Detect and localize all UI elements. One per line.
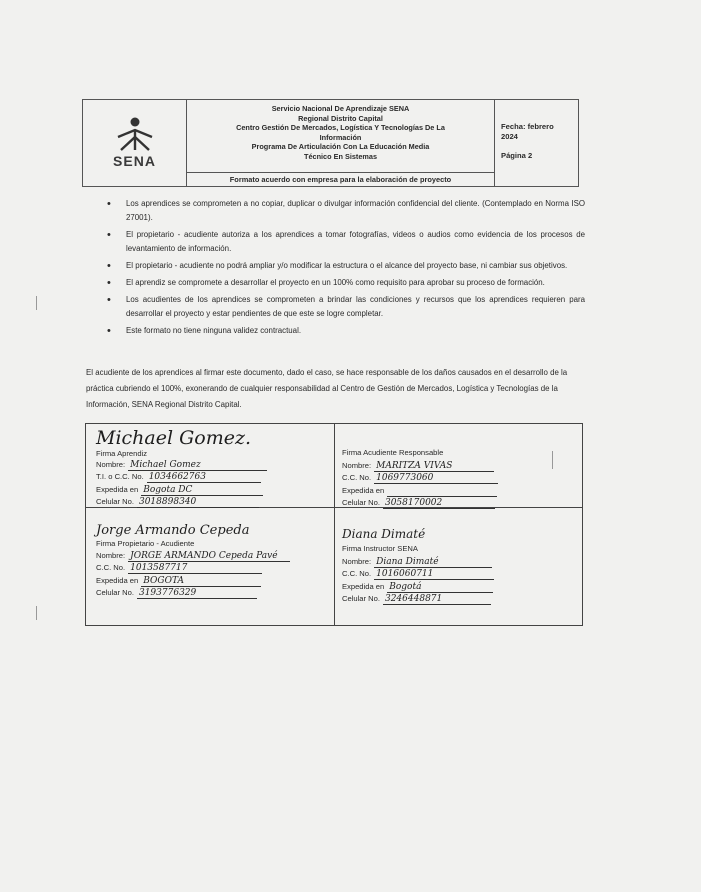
list-item: • Los acudientes de los aprendices se comprometen a brindar las condiciones y recursos que los aprendices requieren para desarrollar el proyecto y estar pendientes de que este se logre completar. bbox=[107, 293, 585, 321]
field-value: MARITZA VIVAS bbox=[374, 461, 494, 472]
sena-logo bbox=[83, 100, 187, 186]
title-line: Información bbox=[319, 132, 362, 142]
field-label: Nombre: bbox=[342, 556, 372, 566]
field-value: Bogota DC bbox=[141, 485, 263, 496]
fecha-year: 2024 bbox=[501, 131, 518, 141]
field-label: Celular No. bbox=[342, 498, 380, 507]
signature-aprendiz: Michael Gomez. bbox=[96, 427, 252, 449]
field-value: Diana Dimaté bbox=[374, 557, 492, 568]
title-line: Regional Distrito Capital bbox=[298, 113, 383, 123]
responsibility-paragraph: El acudiente de los aprendices al firmar este documento, dado el caso, se hace responsable de los daños causados en el desarrollo de la práctica cubriendo el 100%, exonerando de cualquier responsabilidad al Centro de Gestión de Mercados, Logística y Tecnologías de la Información, SENA Regional Distrito Capital. bbox=[86, 368, 568, 409]
field-label: Celular No. bbox=[96, 588, 134, 597]
field-value: Michael Gomez bbox=[128, 460, 267, 471]
field-heading: Firma Acudiente Responsable bbox=[342, 448, 444, 457]
signature-cell-propietario bbox=[96, 524, 290, 599]
field-heading: Firma Propietario - Acudiente bbox=[96, 539, 195, 548]
title-line: Centro Gestión De Mercados, Logística Y Tecnologías De La bbox=[236, 123, 445, 133]
signature-table bbox=[85, 423, 583, 626]
field-value: 1034662763 bbox=[147, 472, 261, 483]
field-label: Expedida en bbox=[342, 485, 385, 495]
list-item: • El propietario - acudiente no podrá ampliar y/o modificar la estructura o el alcance del proyecto base, ni cambiar sus objetivos. bbox=[107, 259, 585, 273]
field-value: 3193776329 bbox=[137, 588, 257, 599]
signature-cell-acudiente bbox=[342, 447, 498, 509]
format-title: Formato acuerdo con empresa para la elaboración de proyecto bbox=[187, 172, 494, 186]
field-value: 3018898340 bbox=[137, 497, 259, 508]
field-value: JORGE ARMANDO Cepeda Pavé bbox=[128, 551, 290, 562]
field-label: C.C. No. bbox=[96, 563, 126, 572]
page-number: Página 2 bbox=[501, 151, 533, 160]
list-item: • El propietario - acudiente autoriza a los aprendices a tomar fotografías, videos o audios como evidencia de los procesos de levantamiento de información. bbox=[107, 228, 585, 256]
field-value: Bogotá bbox=[387, 582, 493, 593]
field-heading: Firma Instructor SENA bbox=[342, 544, 418, 553]
sena-logo-icon bbox=[115, 117, 155, 151]
title-line: Técnico En Sistemas bbox=[304, 151, 377, 161]
field-label: Expedida en bbox=[96, 575, 139, 585]
logo-text: SENA bbox=[113, 153, 156, 169]
field-value: 3058170002 bbox=[383, 498, 495, 509]
list-item: • Los aprendices se comprometen a no copiar, duplicar o divulgar información confidencial del cliente. (Contemplado en Norma ISO 27001). bbox=[107, 197, 585, 225]
list-item: • Este formato no tiene ninguna validez contractual. bbox=[107, 324, 585, 338]
field-label: Nombre: bbox=[96, 550, 126, 560]
header-table bbox=[82, 99, 579, 187]
field-label: Expedida en bbox=[342, 581, 385, 591]
field-label: C.C. No. bbox=[342, 473, 372, 482]
signature-instructor: Diana Dimaté bbox=[342, 527, 426, 541]
field-label: T.I. o C.C. No. bbox=[96, 472, 144, 481]
field-value: 1016060711 bbox=[374, 569, 494, 580]
field-value: 1069773060 bbox=[374, 473, 498, 484]
field-heading: Firma Aprendiz bbox=[96, 449, 148, 458]
field-value: 3246448871 bbox=[383, 594, 491, 605]
title-line: Servicio Nacional De Aprendizaje SENA bbox=[271, 104, 410, 113]
field-value: 1013587717 bbox=[128, 563, 262, 574]
field-label: Nombre: bbox=[342, 460, 372, 470]
field-value: BOGOTA bbox=[141, 576, 261, 587]
title-line: Programa De Articulación Con La Educación Media bbox=[251, 142, 430, 152]
header-title-block bbox=[187, 100, 495, 186]
field-label: C.C. No. bbox=[342, 569, 372, 578]
field-label: Expedida en bbox=[96, 484, 139, 494]
commitments-list bbox=[107, 197, 585, 341]
field-label: Celular No. bbox=[342, 594, 380, 603]
header-meta bbox=[495, 100, 578, 186]
list-item: • El aprendiz se compromete a desarrollar el proyecto en un 100% como requisito para aprobar su proceso de formación. bbox=[107, 276, 585, 290]
fecha-label: Fecha: febrero bbox=[501, 122, 554, 131]
field-label: Celular No. bbox=[96, 497, 134, 506]
field-label: Nombre: bbox=[96, 459, 126, 469]
signature-cell-instructor bbox=[342, 528, 494, 605]
field-value bbox=[387, 486, 497, 497]
signature-propietario: Jorge Armando Cepeda bbox=[96, 523, 250, 538]
signature-cell-aprendiz bbox=[96, 428, 267, 508]
